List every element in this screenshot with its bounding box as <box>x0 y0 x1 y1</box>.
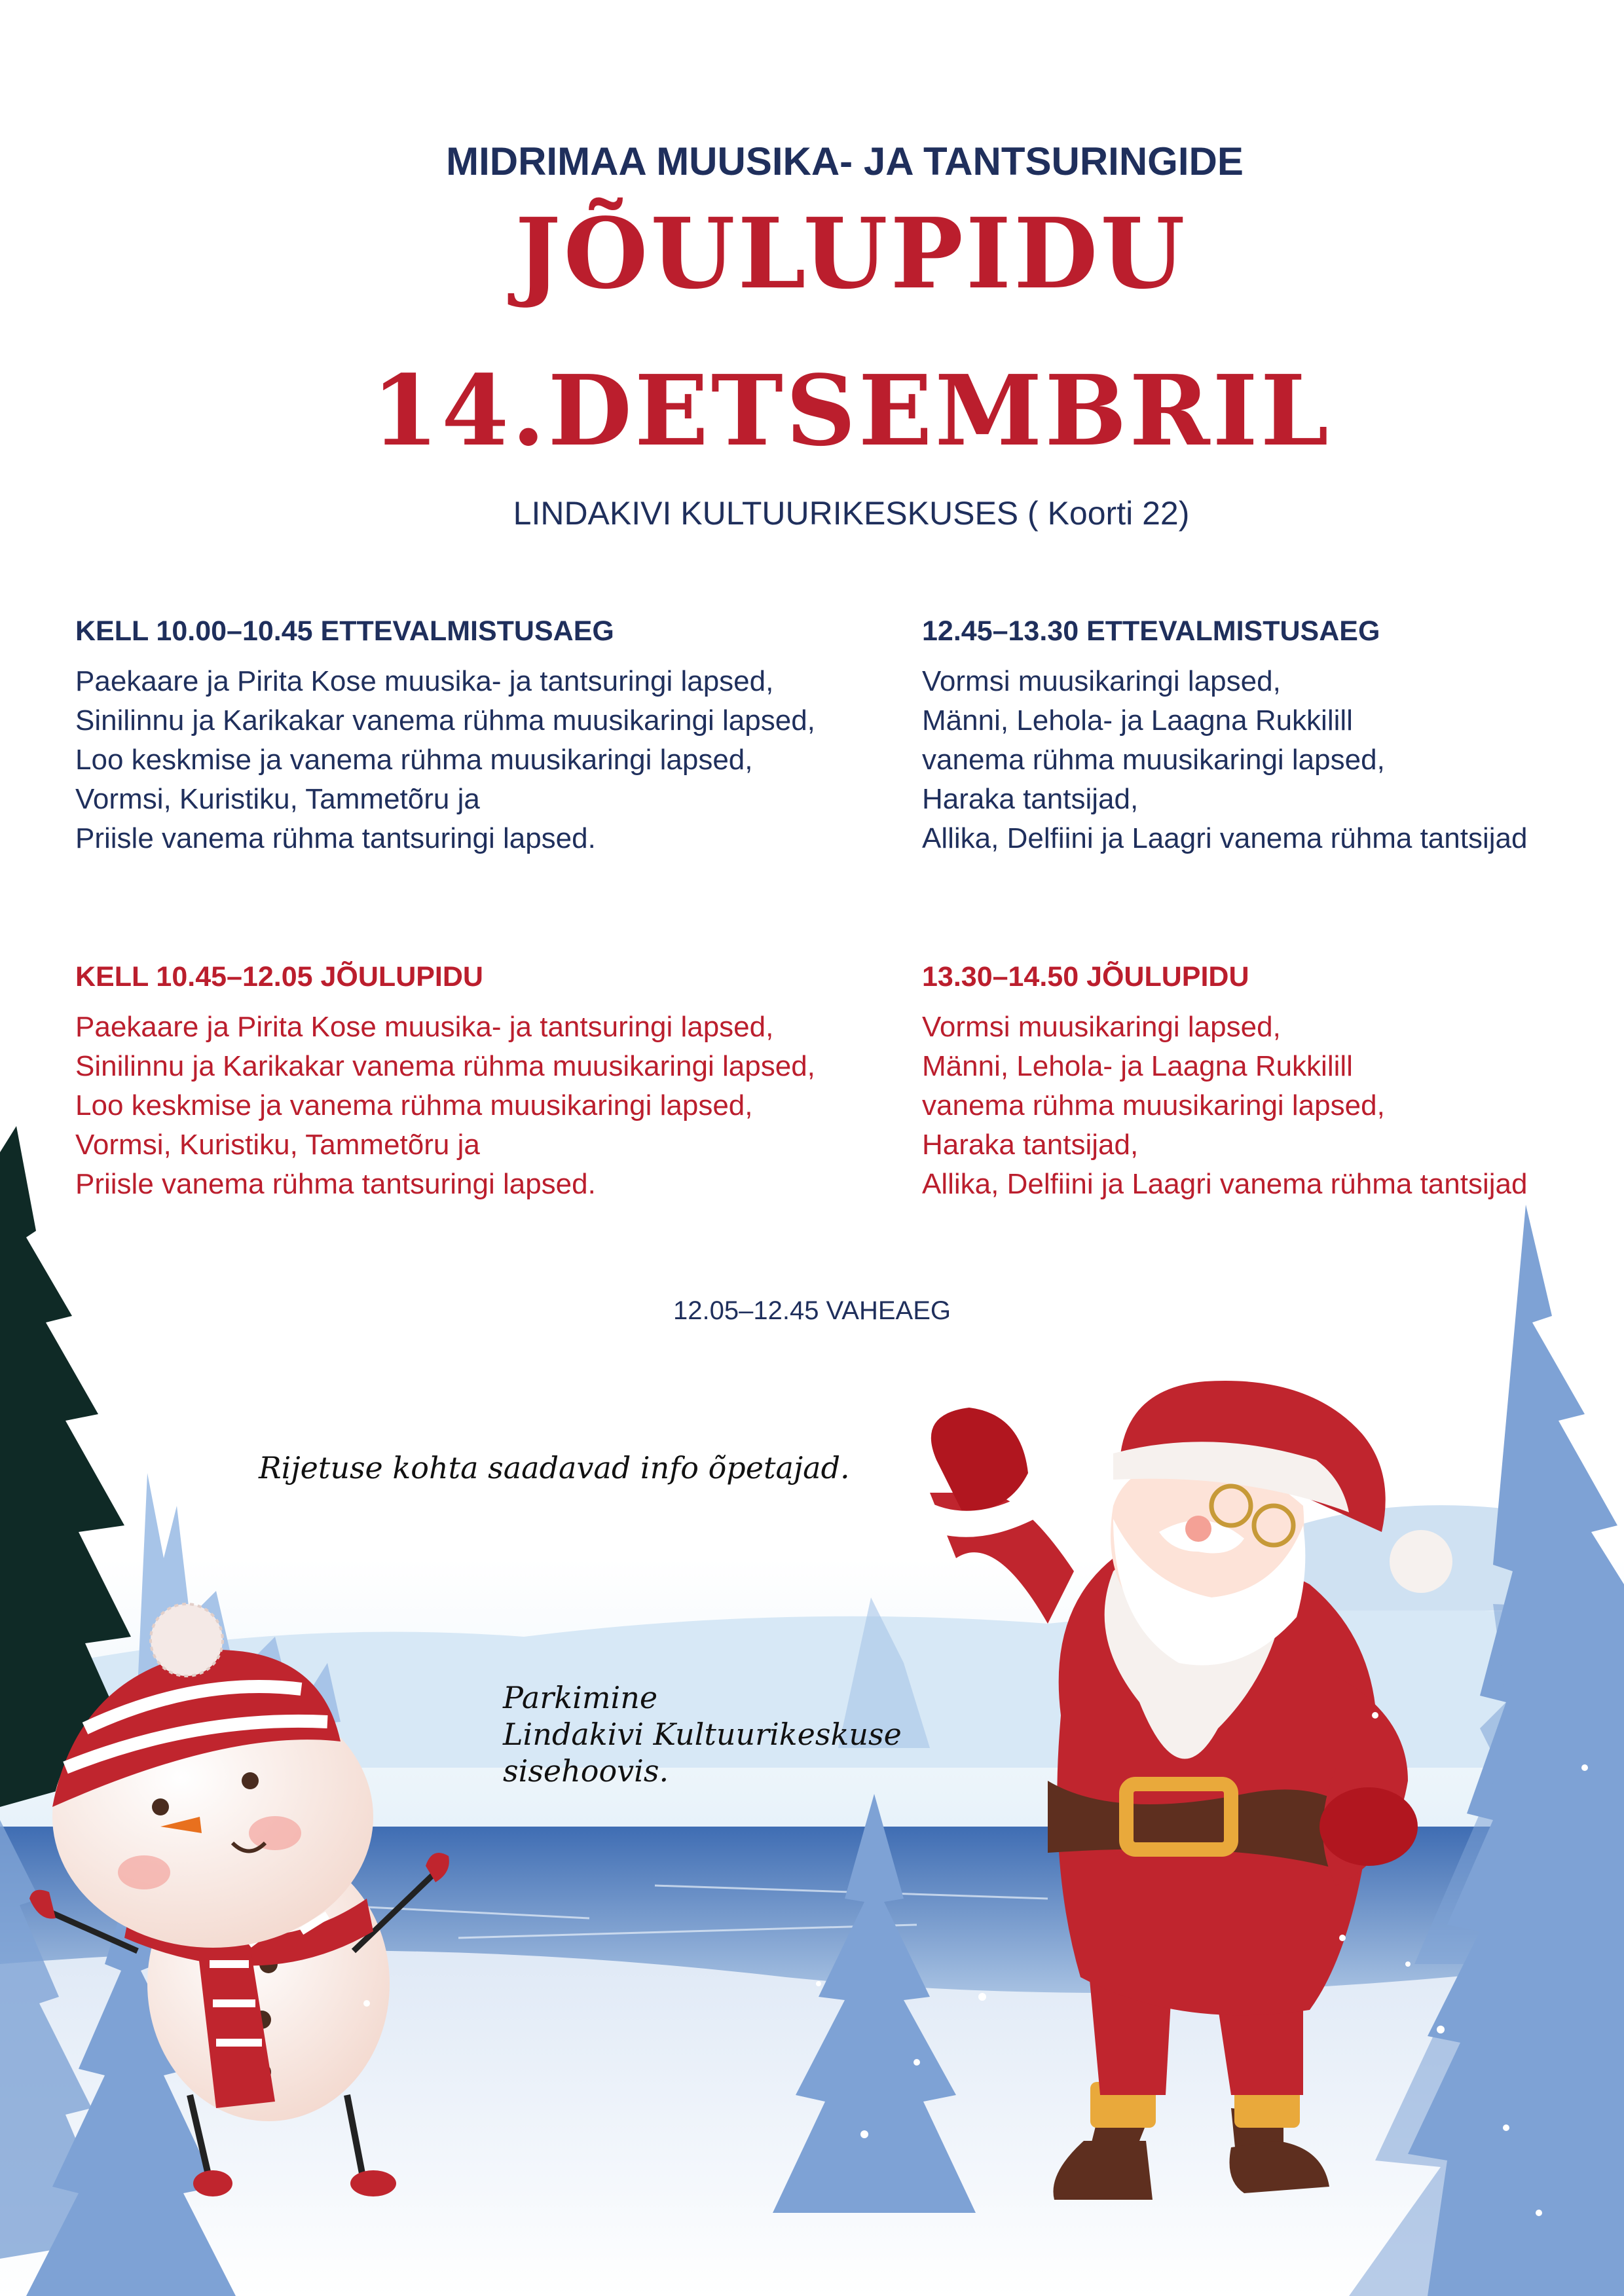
clothing-note: Rijetuse kohta saadavad info õpetajad. <box>259 1450 850 1485</box>
schedule-line: Männi, Lehola- ja Laagna Rukkilill <box>922 704 1353 737</box>
schedule-line: Priisle vanema rühma tantsuringi lapsed. <box>75 1168 596 1200</box>
parking-note-line: Lindakivi Kultuurikeskuse <box>503 1717 902 1752</box>
schedule-heading: 13.30–14.50 JÕULUPIDU <box>922 961 1249 993</box>
schedule-line: Vormsi muusikaringi lapsed, <box>922 1011 1281 1043</box>
schedule-line: Paekaare ja Pirita Kose muusika- ja tantsuringi lapsed, <box>75 665 774 697</box>
schedule-block-afternoon-party <box>922 961 1624 1204</box>
schedule-block-morning-party <box>75 961 894 1204</box>
break-time: 12.05–12.45 VAHEAEG <box>673 1296 951 1325</box>
schedule-line: Sinilinnu ja Karikakar vanema rühma muusikaringi lapsed, <box>75 1050 815 1082</box>
schedule-line: Loo keskmise ja vanema rühma muusikaringi lapsed, <box>75 1089 753 1121</box>
schedule-block-afternoon-prep <box>922 615 1624 858</box>
event-title: JÕULUPIDU <box>515 196 1188 310</box>
schedule-line: Vormsi, Kuristiku, Tammetõru ja <box>75 783 480 815</box>
schedule-line: Allika, Delfiini ja Laagri vanema rühma tantsijad <box>922 1168 1528 1200</box>
parking-note-line: sisehoovis. <box>503 1753 669 1789</box>
schedule-line: Loo keskmise ja vanema rühma muusikaringi lapsed, <box>75 744 753 776</box>
schedule-line: Vormsi muusikaringi lapsed, <box>922 665 1281 697</box>
schedule-block-morning-prep <box>75 615 894 858</box>
schedule-line: vanema rühma muusikaringi lapsed, <box>922 1089 1385 1121</box>
schedule-heading: KELL 10.00–10.45 ETTEVALMISTUSAEG <box>75 615 614 647</box>
schedule-line: Männi, Lehola- ja Laagna Rukkilill <box>922 1050 1353 1082</box>
parking-note <box>503 1679 902 1789</box>
schedule-line: Priisle vanema rühma tantsuringi lapsed. <box>75 822 596 854</box>
schedule-line: vanema rühma muusikaringi lapsed, <box>922 744 1385 776</box>
event-subtitle: MIDRIMAA MUUSIKA- JA TANTSURINGIDE <box>446 139 1244 183</box>
schedule-line: Paekaare ja Pirita Kose muusika- ja tantsuringi lapsed, <box>75 1011 774 1043</box>
schedule-heading: KELL 10.45–12.05 JÕULUPIDU <box>75 961 483 993</box>
event-date: 14.DETSEMBRIL <box>371 354 1331 467</box>
schedule-line: Haraka tantsijad, <box>922 783 1139 815</box>
parking-note-line: Parkimine <box>503 1680 658 1715</box>
schedule-line: Haraka tantsijad, <box>922 1129 1139 1161</box>
schedule-line: Allika, Delfiini ja Laagri vanema rühma tantsijad <box>922 822 1528 854</box>
schedule-heading: 12.45–13.30 ETTEVALMISTUSAEG <box>922 615 1380 647</box>
schedule-line: Sinilinnu ja Karikakar vanema rühma muusikaringi lapsed, <box>75 704 815 737</box>
schedule-line: Vormsi, Kuristiku, Tammetõru ja <box>75 1129 480 1161</box>
event-venue: LINDAKIVI KULTUURIKESKUSES ( Koorti 22) <box>513 495 1190 532</box>
